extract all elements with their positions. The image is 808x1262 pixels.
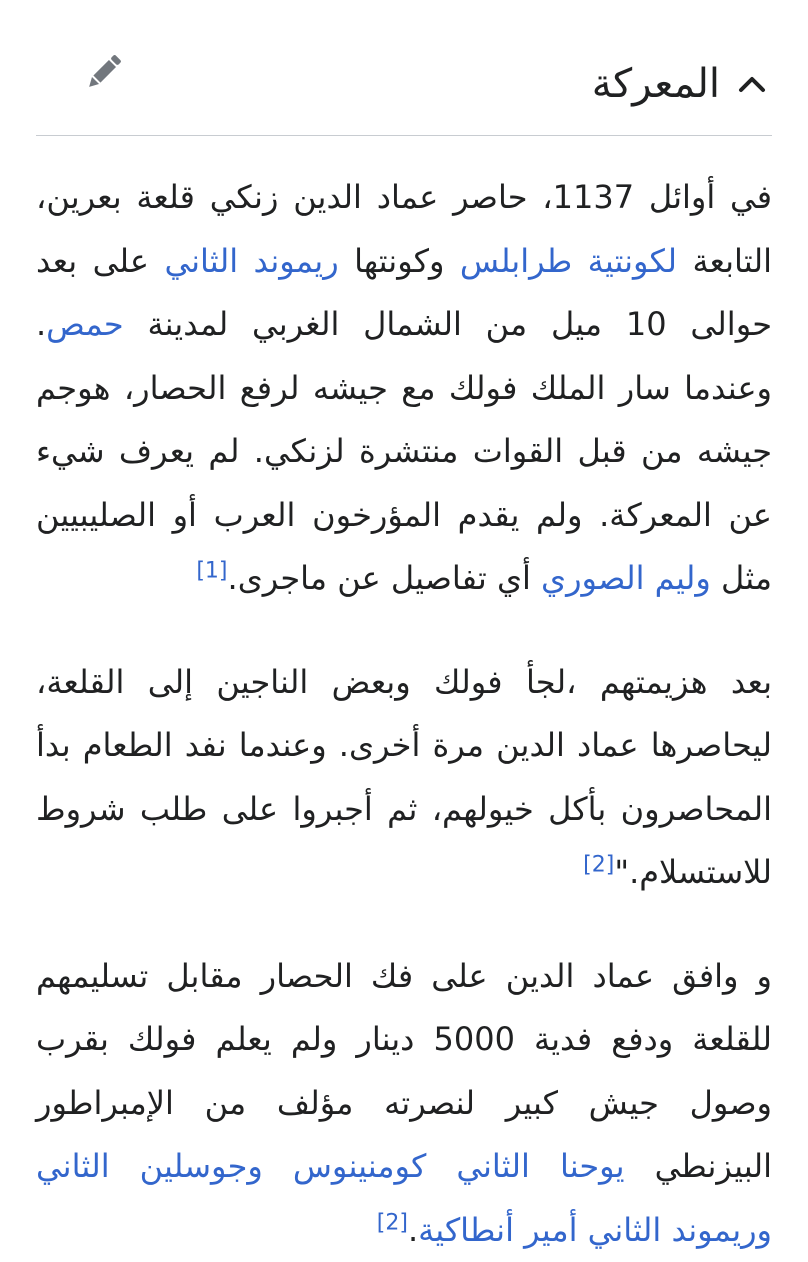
- reference-link[interactable]: [2]: [583, 852, 614, 877]
- pencil-icon[interactable]: [76, 44, 132, 100]
- article-link[interactable]: يوحنا الثاني كومنينوس: [293, 1147, 625, 1185]
- chevron-up-icon[interactable]: [732, 64, 772, 104]
- reference-superscript: [583, 852, 614, 877]
- reference-link[interactable]: [1]: [196, 558, 227, 583]
- article-link[interactable]: وريموند الثاني أمير أنطاكية: [418, 1211, 772, 1249]
- article-link[interactable]: حمص: [46, 305, 123, 343]
- reference-superscript: [196, 558, 227, 583]
- body-text: [263, 1147, 293, 1185]
- paragraph: [36, 166, 772, 611]
- body-text: و وافق عماد الدين على فك الحصار مقابل تسليمهم للقلعة ودفع فدية 5000 دينار ولم يعلم فولك بقرب وصول جيش كبير لنصرته مؤلف من الإمبراطور البيزنطي: [36, 957, 772, 1186]
- body-text: على بعد حوالى 10 ميل من الشمال الغربي لمدينة: [36, 242, 772, 344]
- section-title: المعركة: [592, 54, 720, 114]
- body-text: وكونتها: [339, 242, 460, 280]
- article-link[interactable]: وليم الصوري: [541, 559, 711, 597]
- article-link[interactable]: ريموند الثاني: [164, 242, 338, 280]
- paragraph: [36, 651, 772, 905]
- body-text: بعد هزيمتهم ،لجأ فولك وبعض الناجين إلى القلعة، ليحاصرها عماد الدين مرة أخرى. وعندما نفد الطعام بدأ المحاصرون بأكل خيولهم، ثم أجبروا على طلب شروط للاستسلام.": [36, 663, 772, 892]
- article-content: [36, 166, 772, 1262]
- body-text: . وعندما سار الملك فولك مع جيشه لرفع الحصار، هوجم جيشه من قبل القوات منتشرة لزنكي. لم يعرف شيء عن المعركة. ولم يقدم المؤرخون العرب أو الصليبيين مثل: [36, 305, 772, 597]
- article-link[interactable]: لكونتية طرابلس: [460, 242, 677, 280]
- paragraph: [36, 945, 772, 1262]
- body-text: أي تفاصيل عن ماجرى.: [228, 559, 542, 597]
- body-text: في أوائل 1137، حاصر عماد الدين زنكي قلعة بعرين، التابعة: [36, 178, 772, 280]
- reference-link[interactable]: [2]: [377, 1210, 408, 1235]
- reference-superscript: [377, 1210, 408, 1235]
- body-text: .: [408, 1211, 418, 1249]
- section-header[interactable]: [36, 40, 772, 136]
- article-link[interactable]: وجوسلين الثاني: [36, 1147, 263, 1185]
